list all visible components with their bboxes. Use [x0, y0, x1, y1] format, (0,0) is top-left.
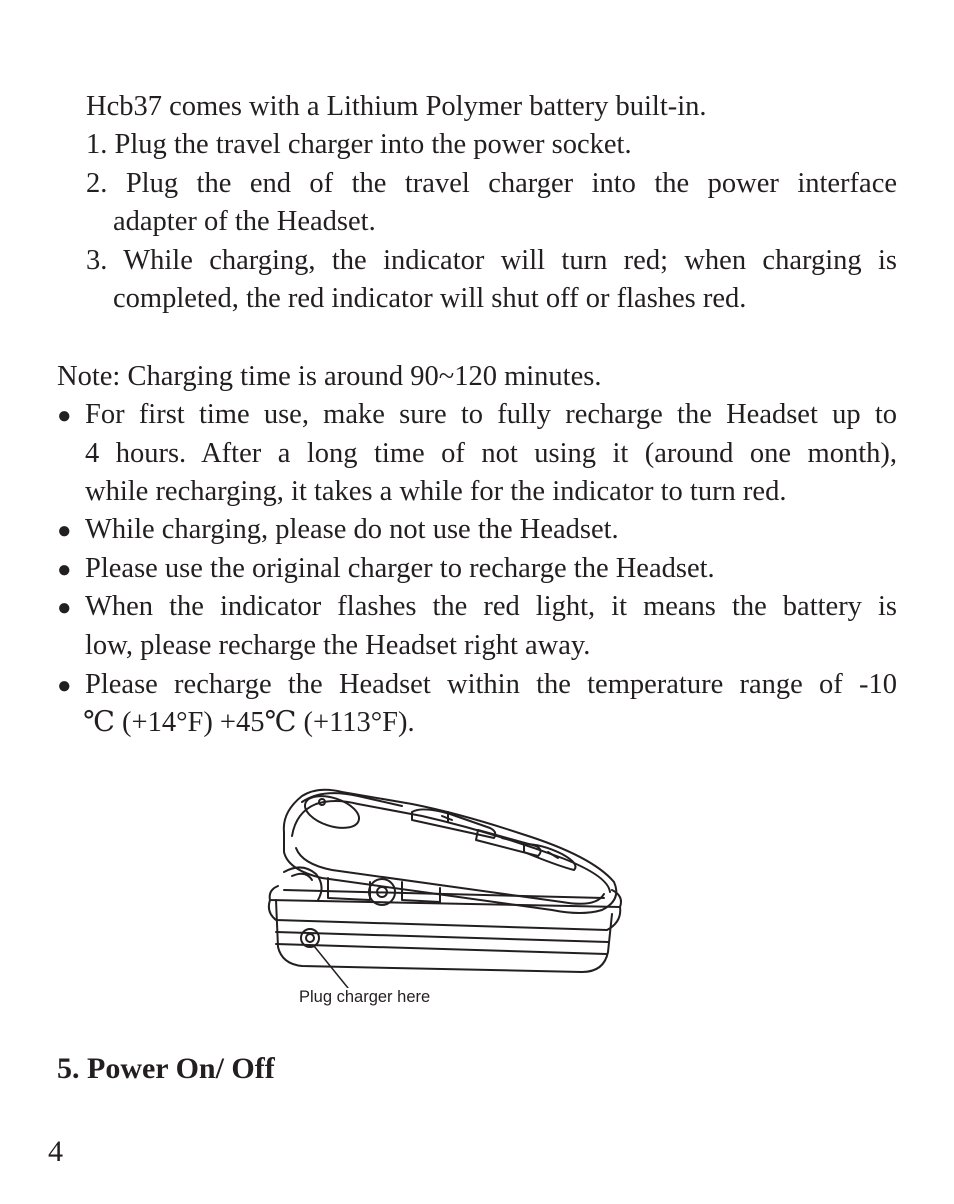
intro-text: Hcb37 comes with a Lithium Polymer battery built-in.	[86, 91, 707, 122]
bullet-2-line-1: While charging, please do not use the Headset.	[85, 514, 619, 545]
step-2-line-2: adapter of the Headset.	[113, 206, 376, 237]
bullet-1-dot: ●	[57, 403, 72, 429]
bullet-4-dot: ●	[57, 595, 72, 621]
step-3-line-1: 3. While charging, the indicator will turn red; when charging is	[86, 245, 897, 276]
step-2-line-1: 2. Plug the end of the travel charger into the power interface	[86, 168, 897, 199]
bullet-5-line-1: Please recharge the Headset within the temperature range of -10	[85, 669, 897, 700]
bullet-4-line-2: low, please recharge the Headset right away.	[85, 630, 591, 661]
note-text: Note: Charging time is around 90~120 minutes.	[57, 361, 602, 392]
bullet-5-line-2: ℃ (+14°F) +45℃ (+113°F).	[83, 707, 415, 738]
step-1: 1. Plug the travel charger into the power socket.	[86, 129, 632, 160]
bullet-1-line-3: while recharging, it takes a while for the indicator to turn red.	[85, 476, 787, 507]
figure-caption: Plug charger here	[299, 988, 431, 1006]
page-number: 4	[48, 1135, 63, 1168]
bullet-1-line-1: For first time use, make sure to fully recharge the Headset up to	[85, 399, 897, 430]
bullet-4-line-1: When the indicator flashes the red light, it means the battery is	[85, 591, 897, 622]
bullet-3-line-1: Please use the original charger to recharge the Headset.	[85, 553, 715, 584]
bullet-1-line-2: 4 hours. After a long time of not using it (around one month),	[85, 438, 897, 469]
bullet-5-dot: ●	[57, 673, 72, 699]
step-3-line-2: completed, the red indicator will shut off or flashes red.	[113, 283, 747, 314]
headset-charging-illustration	[262, 782, 632, 988]
bullet-3-dot: ●	[57, 557, 72, 583]
section-heading: 5. Power On/ Off	[57, 1052, 275, 1085]
bullet-2-dot: ●	[57, 518, 72, 544]
